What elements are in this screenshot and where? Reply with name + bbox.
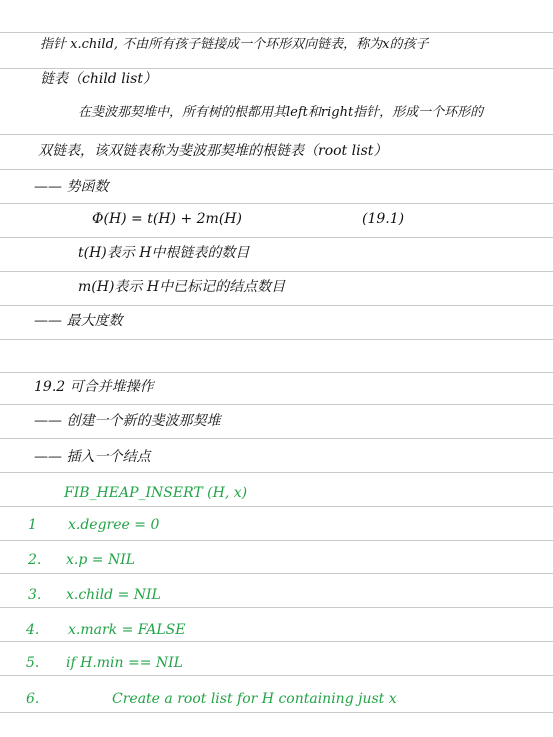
code-line-number: 2. [28,552,42,568]
ruled-line [0,372,553,373]
ruled-line [0,573,553,574]
note-line: t(H)表示 H中根链表的数目 [78,245,250,261]
note-line: 链表（child list） [40,71,157,87]
note-line: 在斐波那契堆中，所有树的根都用其left和right指针，形成一个环形的 [78,105,484,120]
formula-number: (19.1) [362,211,405,227]
ruled-line [0,472,553,473]
code-title: FIB_HEAP_INSERT (H, x) [64,485,248,501]
ruled-line [0,305,553,306]
note-line: 双链表，该双链表称为斐波那契堆的根链表（root list） [38,143,388,159]
section-heading: —— 最大度数 [34,313,123,329]
ruled-line [0,339,553,340]
ruled-line [0,540,553,541]
code-line: Create a root list for H containing just x [112,691,397,707]
ruled-line [0,32,553,33]
code-line-number: 3. [28,587,42,603]
code-line: x.mark = FALSE [68,622,186,638]
ruled-line [0,607,553,608]
formula: Φ(H) = t(H) + 2m(H) [92,211,242,227]
ruled-line [0,641,553,642]
ruled-line [0,271,553,272]
note-line: 指针 x.child, 不由所有孩子链接成一个环形双向链表，称为x的孩子 [40,37,429,52]
ruled-line [0,68,553,69]
section-heading: —— 插入一个结点 [34,449,151,465]
note-line: m(H)表示 H中已标记的结点数目 [78,279,286,295]
code-line: x.child = NIL [66,587,161,603]
section-heading: —— 势函数 [34,179,109,195]
code-line-number: 1 [28,517,37,533]
ruled-line [0,237,553,238]
chapter-heading: 19.2 可合并堆操作 [34,379,154,395]
code-line-number: 6. [26,691,40,707]
section-heading: —— 创建一个新的斐波那契堆 [34,413,221,429]
ruled-line [0,675,553,676]
ruled-line [0,169,553,170]
ruled-line [0,134,553,135]
code-line-number: 4. [26,622,40,638]
ruled-line [0,438,553,439]
ruled-line [0,203,553,204]
code-line: x.p = NIL [66,552,136,568]
code-line: if H.min == NIL [66,655,183,671]
ruled-line [0,712,553,713]
code-line-number: 5. [26,655,40,671]
ruled-line [0,404,553,405]
code-line: x.degree = 0 [68,517,160,533]
ruled-line [0,506,553,507]
